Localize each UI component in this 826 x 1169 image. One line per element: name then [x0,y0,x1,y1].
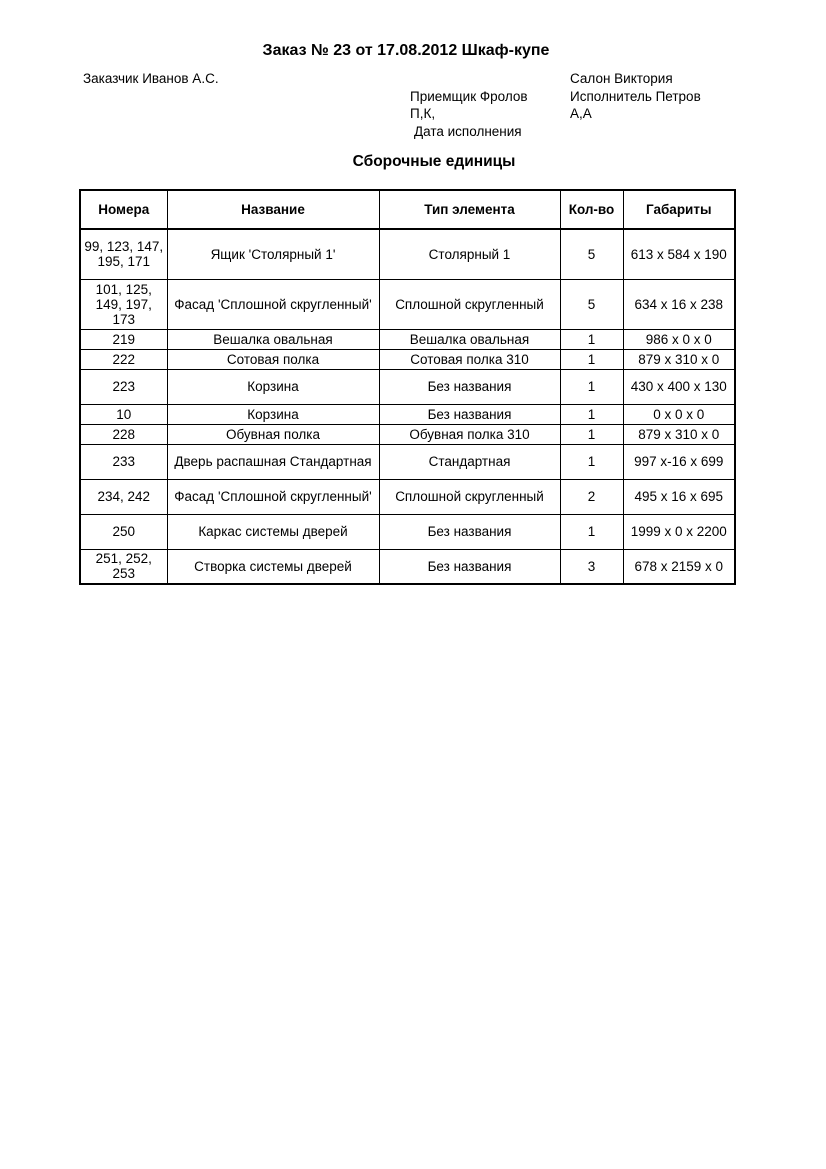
column-header-quantity: Кол-во [560,190,623,229]
cell-element-type: Стандартная [379,444,560,479]
cell-dimensions: 495 x 16 x 695 [623,479,735,514]
cell-name: Створка системы дверей [167,549,379,584]
cell-name: Каркас системы дверей [167,514,379,549]
cell-dimensions: 986 x 0 x 0 [623,329,735,349]
cell-quantity: 1 [560,369,623,404]
cell-name: Обувная полка [167,424,379,444]
table-row [80,229,735,279]
cell-element-type: Вешалка овальная [379,329,560,349]
cell-dimensions: 0 x 0 x 0 [623,404,735,424]
cell-quantity: 5 [560,279,623,329]
cell-element-type: Обувная полка 310 [379,424,560,444]
cell-element-type: Сплошной скругленный [379,479,560,514]
cell-name: Дверь распашная Стандартная [167,444,379,479]
cell-dimensions: 430 x 400 x 130 [623,369,735,404]
cell-numbers: 222 [80,349,167,369]
cell-numbers: 219 [80,329,167,349]
document-title: Заказ № 23 от 17.08.2012 Шкаф-купе [262,42,550,59]
completion-date-label: Дата исполнения [414,124,522,139]
cell-element-type: Без названия [379,404,560,424]
cell-dimensions: 879 x 310 x 0 [623,349,735,369]
cell-quantity: 1 [560,349,623,369]
cell-element-type: Сотовая полка 310 [379,349,560,369]
table-row [80,404,735,424]
cell-numbers: 250 [80,514,167,549]
table-row [80,479,735,514]
cell-quantity: 1 [560,444,623,479]
salon-field: Салон Виктория [570,71,673,86]
table-row [80,369,735,404]
cell-name: Ящик 'Столярный 1' [167,229,379,279]
cell-numbers: 10 [80,404,167,424]
cell-quantity: 5 [560,229,623,279]
cell-dimensions: 879 x 310 x 0 [623,424,735,444]
cell-dimensions: 634 x 16 x 238 [623,279,735,329]
cell-numbers: 251, 252, 253 [80,549,167,584]
cell-numbers: 228 [80,424,167,444]
cell-element-type: Без названия [379,514,560,549]
column-header-numbers: Номера [80,190,167,229]
column-header-element-type: Тип элемента [379,190,560,229]
table-header-row [80,190,735,229]
cell-element-type: Столярный 1 [379,229,560,279]
cell-name: Фасад 'Сплошной скругленный' [167,279,379,329]
column-header-name: Название [167,190,379,229]
cell-name: Фасад 'Сплошной скругленный' [167,479,379,514]
section-title: Сборочные единицы [352,153,516,170]
cell-element-type: Без названия [379,549,560,584]
cell-numbers: 99, 123, 147, 195, 171 [80,229,167,279]
table-row [80,514,735,549]
cell-quantity: 1 [560,424,623,444]
cell-quantity: 1 [560,329,623,349]
cell-quantity: 2 [560,479,623,514]
table-row [80,549,735,584]
cell-numbers: 223 [80,369,167,404]
table-row [80,424,735,444]
cell-numbers: 233 [80,444,167,479]
executor-field: Исполнитель Петров А,А [570,89,701,121]
assembly-units-table [79,189,736,585]
cell-dimensions: 997 x-16 x 699 [623,444,735,479]
cell-name: Корзина [167,369,379,404]
cell-quantity: 3 [560,549,623,584]
cell-dimensions: 678 x 2159 x 0 [623,549,735,584]
table-row [80,349,735,369]
table-row [80,329,735,349]
table-row [80,279,735,329]
cell-element-type: Сплошной скругленный [379,279,560,329]
cell-quantity: 1 [560,404,623,424]
customer-field: Заказчик Иванов А.С. [83,71,219,86]
cell-quantity: 1 [560,514,623,549]
cell-dimensions: 1999 x 0 x 2200 [623,514,735,549]
cell-element-type: Без названия [379,369,560,404]
cell-name: Сотовая полка [167,349,379,369]
receiver-field: Приемщик Фролов П,К, [410,89,528,121]
cell-name: Корзина [167,404,379,424]
cell-numbers: 101, 125, 149, 197, 173 [80,279,167,329]
cell-numbers: 234, 242 [80,479,167,514]
cell-dimensions: 613 x 584 x 190 [623,229,735,279]
column-header-dimensions: Габариты [623,190,735,229]
table-row [80,444,735,479]
cell-name: Вешалка овальная [167,329,379,349]
